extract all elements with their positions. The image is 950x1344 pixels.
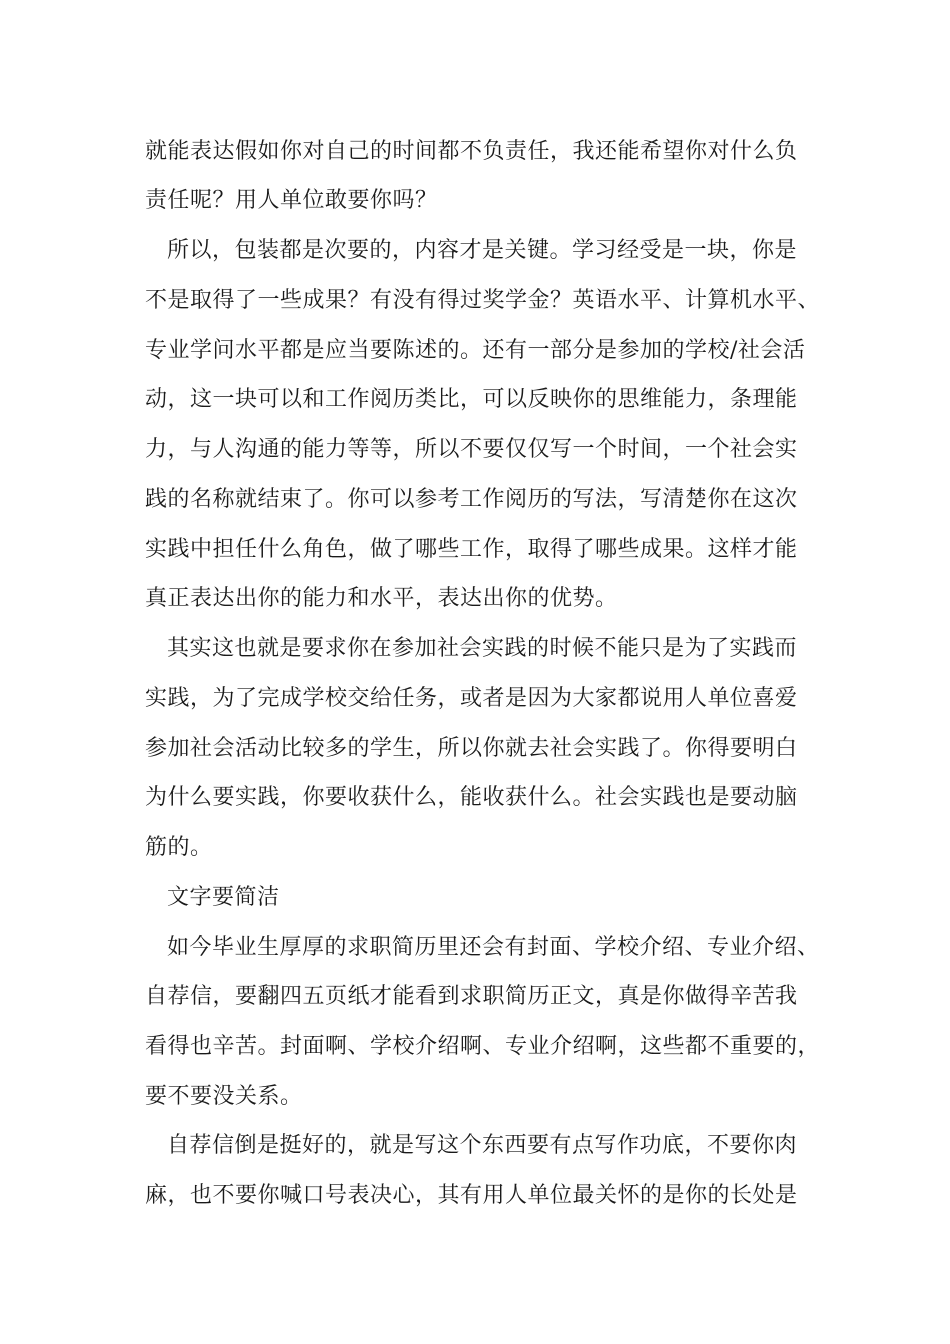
text-line: 参加社会活动比较多的学生，所以你就去社会实践了。你得要明白	[145, 736, 798, 761]
text-line: 看得也辛苦。封面啊、学校介绍啊、专业介绍啊，这些都不重要的，	[145, 1034, 821, 1059]
text-line: 动，这一块可以和工作阅历类比，可以反映你的思维能力，条理能	[145, 387, 798, 412]
text-line: 责任呢？用人单位敢要你吗？	[145, 188, 438, 213]
text-line: 麻，也不要你喊口号表决心，其有用人单位最关怀的是你的长处是	[145, 1183, 798, 1208]
text-line: 不是取得了一些成果？有没有得过奖学金？英语水平、计算机水平、	[145, 288, 821, 313]
text-line: 自荐信，要翻四五页纸才能看到求职简历正文，真是你做得辛苦我	[145, 984, 798, 1009]
text-line: 践的名称就结束了。你可以参考工作阅历的写法，写清楚你在这次	[145, 487, 798, 512]
text-line: 筋的。	[145, 835, 213, 860]
text-line: 实践中担任什么角色，做了哪些工作，取得了哪些成果。这样才能	[145, 537, 798, 562]
text-line: 专业学问水平都是应当要陈述的。还有一部分是参加的学校/社会活	[145, 338, 806, 363]
paragraph-start-line: 所以，包装都是次要的，内容才是关键。学习经受是一块，你是	[167, 238, 798, 263]
text-line: 真正表达出你的能力和水平，表达出你的优势。	[145, 586, 618, 611]
text-line: 为什么要实践，你要收获什么，能收获什么。社会实践也是要动脑	[145, 785, 798, 810]
paragraph-start-line: 如今毕业生厚厚的求职简历里还会有封面、学校介绍、专业介绍、	[167, 935, 820, 960]
text-line: 就能表达假如你对自己的时间都不负责任，我还能希望你对什么负	[145, 139, 798, 164]
paragraph-start-line: 其实这也就是要求你在参加社会实践的时候不能只是为了实践而	[167, 636, 798, 661]
text-line: 力，与人沟通的能力等等，所以不要仅仅写一个时间，一个社会实	[145, 437, 798, 462]
text-line: 要不要没关系。	[145, 1084, 303, 1109]
section-heading: 文字要简洁	[167, 885, 280, 910]
paragraph-start-line: 自荐信倒是挺好的，就是写这个东西要有点写作功底，不要你肉	[167, 1133, 798, 1158]
text-line: 实践，为了完成学校交给任务，或者是因为大家都说用人单位喜爱	[145, 686, 798, 711]
